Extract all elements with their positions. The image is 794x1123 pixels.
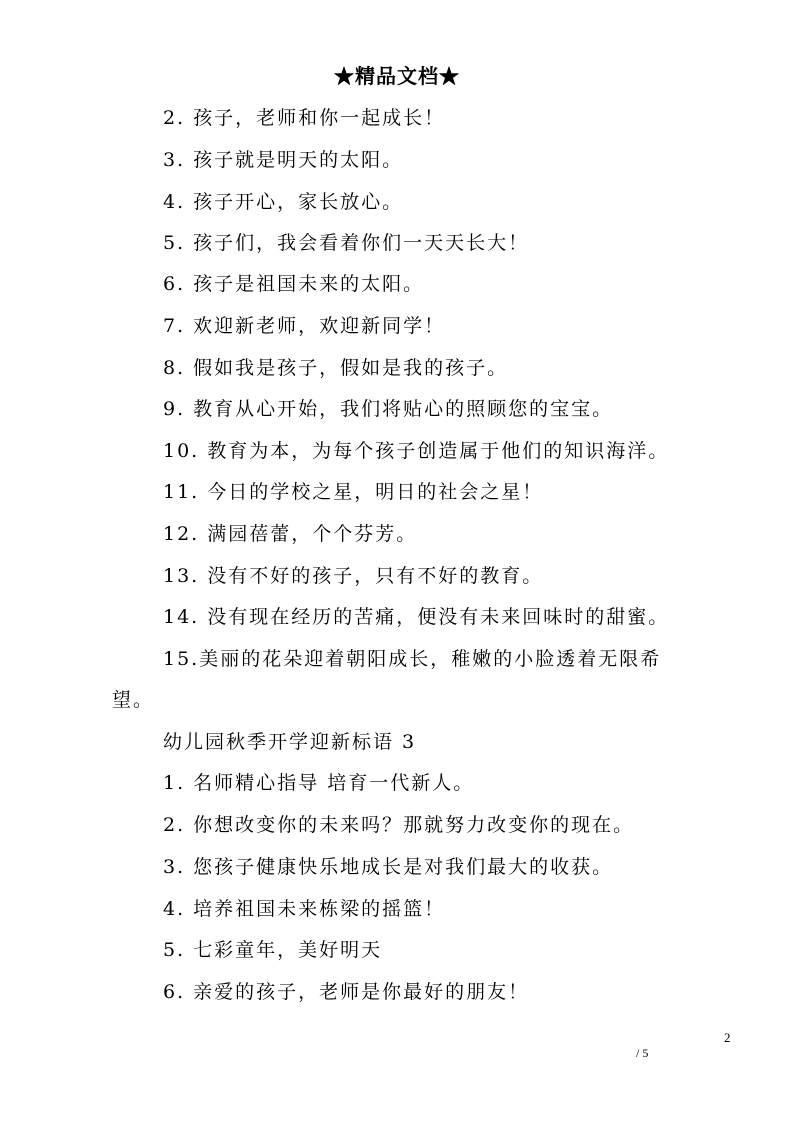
slogan-line: 15.美丽的花朵迎着朝阳成长，稚嫩的小脸透着无限希 [163,648,662,670]
slogan-line: 11. 今日的学校之星，明日的社会之星！ [163,481,544,503]
section-heading: 幼儿园秋季开学迎新标语 3 [163,731,417,753]
slogan-line: 5. 孩子们，我会看着你们一天天长大！ [163,232,530,254]
slogan-line: 8. 假如我是孩子，假如是我的孩子。 [163,357,509,379]
document-header: ★精品文档★ [334,64,460,88]
slogan-line: 5. 七彩童年，美好明天 [163,939,383,961]
slogan-line: 7. 欢迎新老师，欢迎新同学！ [163,315,446,337]
slogan-line: 4. 培养祖国未来栋梁的摇篮！ [163,898,446,920]
slogan-line: 6. 亲爱的孩子，老师是你最好的朋友！ [163,981,530,1003]
slogan-line: 6. 孩子是祖国未来的太阳。 [163,273,425,295]
slogan-line: 3. 您孩子健康快乐地成长是对我们最大的收获。 [163,856,614,878]
page-total: / 5 [636,1046,649,1060]
slogan-line: 10. 教育为本，为每个孩子创造属于他们的知识海洋。 [163,440,670,462]
page-number: 2 [724,1030,731,1045]
slogan-line: 14. 没有现在经历的苦痛，便没有未来回味时的甜蜜。 [163,606,670,628]
slogan-line: 4. 孩子开心，家长放心。 [163,191,404,213]
slogan-line: 2. 你想改变你的未来吗？那就努力改变你的现在。 [163,814,635,836]
slogan-line: 13. 没有不好的孩子，只有不好的教育。 [163,565,544,587]
slogan-line: 2. 孩子，老师和你一起成长！ [163,107,446,129]
slogan-line: 12. 满园蓓蕾，个个芬芳。 [163,523,418,545]
slogan-line: 1. 名师精心指导 培育一代新人。 [163,772,475,794]
slogan-line: 9. 教育从心开始，我们将贴心的照顾您的宝宝。 [163,398,614,420]
slogan-line-continuation: 望。 [112,689,155,711]
slogan-line: 3. 孩子就是明天的太阳。 [163,149,404,171]
